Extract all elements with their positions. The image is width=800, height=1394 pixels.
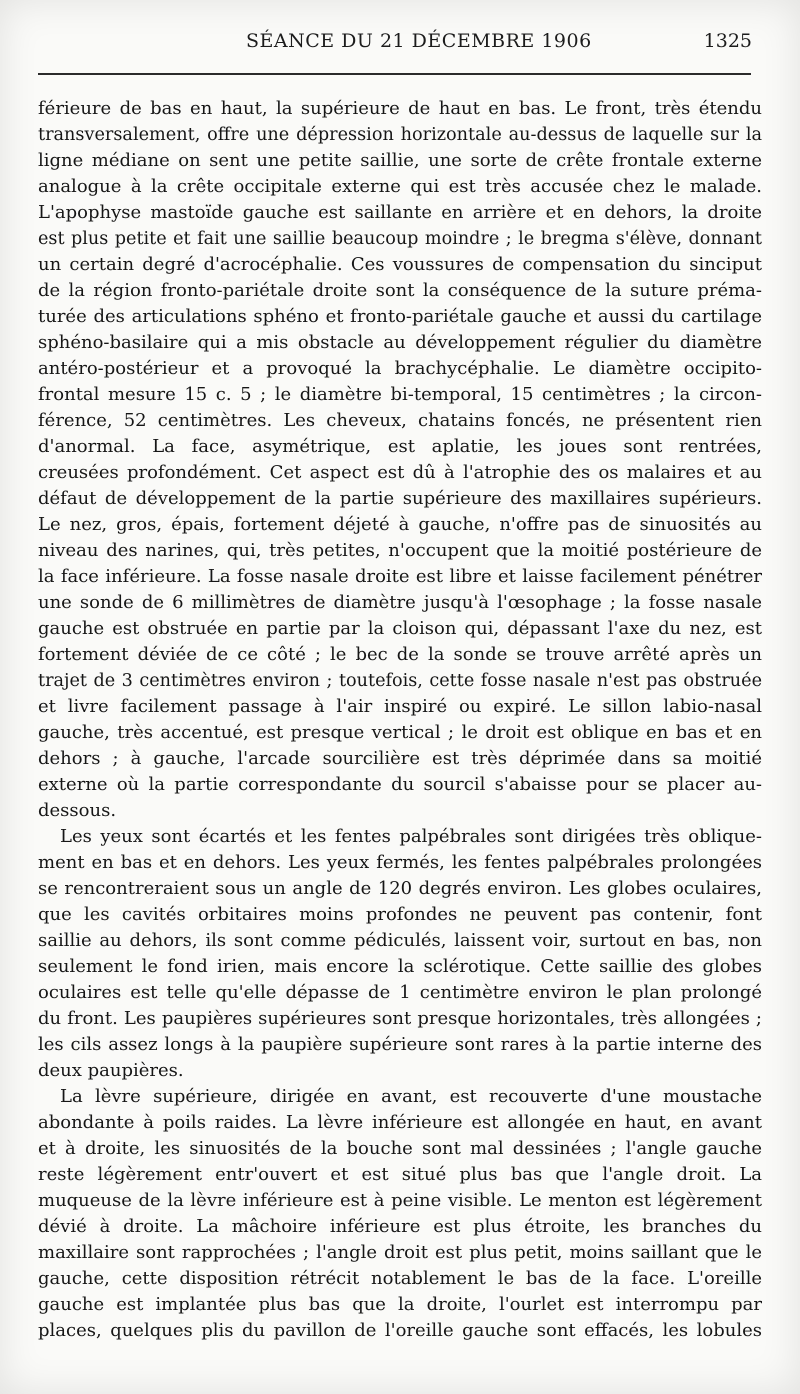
text-line: abondante à poils raides. La lèvre inférieure est allongée en haut, en avant [38,1112,762,1133]
text-line: places, quelques plis du pavillon de l'oreille gauche sont effacés, les lobules [38,1320,762,1341]
text-line: du front. Les paupières supérieures sont presque horizontales, très allongées ; [38,1008,762,1029]
text-line: La lèvre supérieure, dirigée en avant, est recouverte d'une moustache [60,1086,762,1107]
text-line: transversalement, offre une dépression horizontale au-dessus de laquelle sur la [38,125,762,145]
text-line: dévié à droite. La mâchoire inférieure est plus étroite, les branches du [38,1216,762,1237]
text-line: muqueuse de la lèvre inférieure est à peine visible. Le menton est légèrement [38,1190,762,1211]
text-line: dessous. [38,800,117,821]
text-line: et livre facilement passage à l'air inspiré ou expiré. Le sillon labio-nasal [38,696,762,717]
header-rule [38,73,751,75]
text-line: turée des articulations sphéno et fronto-pariétale gauche et aussi du cartilage [38,306,762,327]
text-line: ligne médiane on sent une petite saillie, une sorte de crête frontale externe [38,150,762,171]
text-line: gauche est implantée plus bas que la droite, l'ourlet est interrompu par [38,1294,762,1315]
text-line: défaut de développement de la partie supérieure des maxillaires supérieurs. [38,488,762,509]
text-line: un certain degré d'acrocéphalie. Ces voussures de compensation du sinciput [38,254,762,275]
page-number: 1325 [703,30,752,52]
header-title: SÉANCE DU 21 DÉCEMBRE 1906 [246,30,592,52]
text-line: les cils assez longs à la paupière supérieure sont rares à la partie interne des [38,1034,762,1055]
text-line: Le nez, gros, épais, fortement déjeté à gauche, n'offre pas de sinuosités au [38,514,762,535]
text-line: frontal mesure 15 c. 5 ; le diamètre bi-temporal, 15 centimètres ; la circon- [38,384,762,405]
text-line: férieure de bas en haut, la supérieure de haut en bas. Le front, très étendu [38,98,762,119]
text-line: ment en bas et en dehors. Les yeux fermés, les fentes palpébrales prolongées [38,852,762,873]
text-line: la face inférieure. La fosse nasale droite est libre et laisse facilement pénétrer [38,566,762,587]
text-line: creusées profondément. Cet aspect est dû à l'atrophie des os malaires et au [38,462,762,483]
text-line: une sonde de 6 millimètres de diamètre jusqu'à l'œsophage ; la fosse nasale [38,592,762,613]
text-line: que les cavités orbitaires moins profondes ne peuvent pas contenir, font [38,904,762,925]
text-line: L'apophyse mastoïde gauche est saillante en arrière et en dehors, la droite [38,202,762,223]
text-line: gauche, cette disposition rétrécit notablement le bas de la face. L'oreille [38,1268,762,1289]
text-line: se rencontreraient sous un angle de 120 degrés environ. Les globes oculaires, [38,878,762,899]
text-line: de la région fronto-pariétale droite sont la conséquence de la suture préma- [38,280,762,301]
text-line: trajet de 3 centimètres environ ; toutefois, cette fosse nasale n'est pas obstruée [38,671,762,691]
text-line: saillie au dehors, ils sont comme pédiculés, laissent voir, surtout en bas, non [38,930,762,951]
text-line: reste légèrement entr'ouvert et est situé plus bas que l'angle droit. La [38,1164,762,1185]
text-line: et à droite, les sinuosités de la bouche sont mal dessinées ; l'angle gauche [38,1138,762,1159]
text-line: sphéno-basilaire qui a mis obstacle au développement régulier du diamètre [38,332,762,353]
text-line: seulement le fond irien, mais encore la sclérotique. Cette saillie des globes [38,956,762,977]
text-line: d'anormal. La face, asymétrique, est aplatie, les joues sont rentrées, [38,436,762,457]
text-line: oculaires est telle qu'elle dépasse de 1 centimètre environ le plan prolongé [38,982,762,1003]
text-line: analogue à la crête occipitale externe qui est très accusée chez le malade. [38,176,762,197]
text-line: gauche est obstruée en partie par la cloison qui, dépassant l'axe du nez, est [38,618,762,639]
text-line: antéro-postérieur et a provoqué la brachycéphalie. Le diamètre occipito- [38,358,762,379]
text-line: externe où la partie correspondante du sourcil s'abaisse pour se placer au- [38,774,762,795]
text-line: férence, 52 centimètres. Les cheveux, chatains foncés, ne présentent rien [38,410,762,431]
running-header [38,30,752,60]
text-line: Les yeux sont écartés et les fentes palpébrales sont dirigées très oblique- [60,826,762,847]
text-line: fortement déviée de ce côté ; le bec de la sonde se trouve arrêté après un [38,644,762,665]
body-text [38,96,762,1344]
text-line: gauche, très accentué, est presque vertical ; le droit est oblique en bas et en [38,722,762,743]
text-line: niveau des narines, qui, très petites, n'occupent que la moitié postérieure de [38,540,762,561]
text-line: maxillaire sont rapprochées ; l'angle droit est plus petit, moins saillant que le [38,1242,762,1263]
text-line: est plus petite et fait une saillie beaucoup moindre ; le bregma s'élève, donnant [38,229,762,249]
text-line: deux paupières. [38,1060,184,1081]
text-line: dehors ; à gauche, l'arcade sourcilière est très déprimée dans sa moitié [38,748,762,769]
